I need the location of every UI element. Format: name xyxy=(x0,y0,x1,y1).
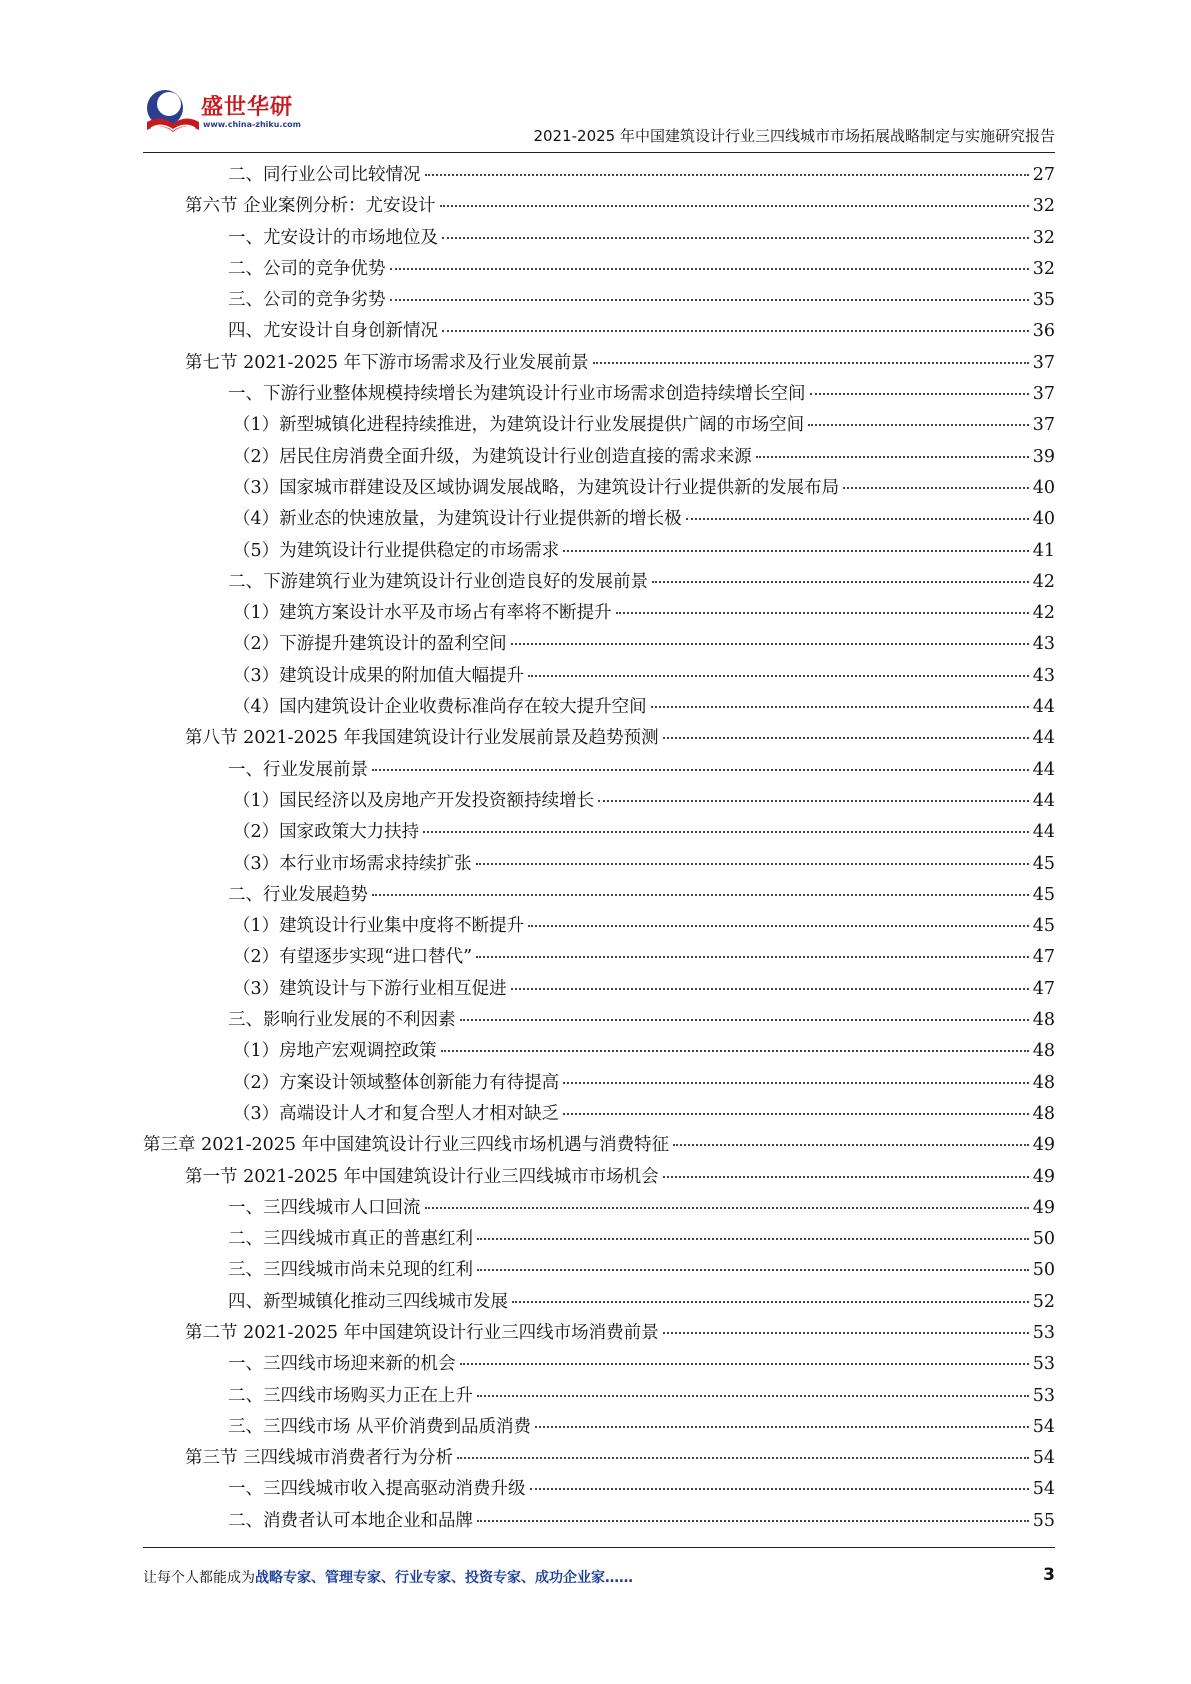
toc-entry-title: 第一节 2021-2025 年中国建筑设计行业三四线城市市场机会 xyxy=(185,1166,659,1187)
toc-entry[interactable] xyxy=(143,786,1055,817)
footer-slogan-highlight: 战略专家、管理专家、行业专家、投资专家、成功企业家…… xyxy=(255,1570,633,1586)
toc-entry-page: 44 xyxy=(1032,822,1055,843)
toc-entry[interactable] xyxy=(143,817,1055,848)
toc-dot-leader xyxy=(651,706,1029,708)
toc-entry[interactable] xyxy=(143,911,1055,942)
toc-entry-title: 二、公司的竞争优势 xyxy=(228,258,386,279)
footer-slogan-prefix: 让每个人都能成为 xyxy=(143,1570,255,1586)
toc-entry-page: 45 xyxy=(1032,853,1055,874)
toc-dot-leader xyxy=(530,1488,1029,1490)
toc-dot-leader xyxy=(843,487,1029,489)
toc-entry-page: 37 xyxy=(1032,384,1055,405)
toc-entry-page: 44 xyxy=(1032,759,1055,780)
toc-entry-page: 48 xyxy=(1032,1103,1055,1124)
toc-dot-leader xyxy=(477,1238,1029,1240)
toc-entry-title: （4）新业态的快速放量，为建筑设计行业提供新的增长极 xyxy=(233,509,682,530)
toc-entry-title: （3）高端设计人才和复合型人才相对缺乏 xyxy=(233,1103,560,1124)
toc-entry-title: 三、三四线城市尚未兑现的红利 xyxy=(228,1260,473,1281)
toc-entry[interactable] xyxy=(143,1193,1055,1224)
toc-entry-page: 49 xyxy=(1032,1166,1055,1187)
toc-dot-leader xyxy=(441,1050,1029,1052)
toc-entry-page: 32 xyxy=(1032,258,1055,279)
toc-entry[interactable] xyxy=(143,191,1055,222)
toc-entry-title: 一、下游行业整体规模持续增长为建筑设计行业市场需求创造持续增长空间 xyxy=(228,384,806,405)
footer-divider xyxy=(143,1547,1055,1548)
toc-entry-page: 54 xyxy=(1032,1448,1055,1469)
toc-entry-title: （4）国内建筑设计企业收费标准尚存在较大提升空间 xyxy=(233,697,647,718)
toc-entry[interactable] xyxy=(143,1412,1055,1443)
toc-entry[interactable] xyxy=(143,1099,1055,1130)
toc-dot-leader xyxy=(442,330,1029,332)
toc-entry-title: （2）方案设计领域整体创新能力有待提高 xyxy=(233,1072,560,1093)
toc-entry-title: （1）新型城镇化进程持续推进，为建筑设计行业发展提供广阔的市场空间 xyxy=(233,415,805,436)
toc-dot-leader xyxy=(663,1176,1029,1178)
toc-dot-leader xyxy=(477,1395,1029,1397)
toc-entry-title: （1）建筑设计行业集中度将不断提升 xyxy=(233,916,525,937)
toc-entry[interactable] xyxy=(143,254,1055,285)
toc-entry-title: （3）本行业市场需求持续扩张 xyxy=(233,853,472,874)
toc-entry[interactable] xyxy=(143,348,1055,379)
toc-entry[interactable] xyxy=(143,504,1055,535)
toc-entry-title: （5）为建筑设计行业提供稳定的市场需求 xyxy=(233,540,560,561)
toc-entry-title: 第六节 企业案例分析：尤安设计 xyxy=(185,196,436,217)
toc-entry-title: 一、三四线市场迎来新的机会 xyxy=(228,1354,456,1375)
toc-dot-leader xyxy=(390,299,1029,301)
page-footer xyxy=(143,1567,1055,1593)
toc-entry-page: 42 xyxy=(1032,603,1055,624)
toc-dot-leader xyxy=(810,393,1029,395)
toc-dot-leader xyxy=(425,1207,1029,1209)
toc-dot-leader xyxy=(442,237,1029,239)
toc-entry-title: 二、三四线市场购买力正在上升 xyxy=(228,1385,473,1406)
toc-entry-page: 47 xyxy=(1032,947,1055,968)
toc-entry-page: 32 xyxy=(1032,227,1055,248)
toc-entry-title: 四、尤安设计自身创新情况 xyxy=(228,321,438,342)
toc-entry-title: 三、三四线市场 从平价消费到品质消费 xyxy=(228,1416,532,1437)
toc-dot-leader xyxy=(808,424,1029,426)
toc-entry-title: 二、下游建筑行业为建筑设计行业创造良好的发展前景 xyxy=(228,571,648,592)
report-title: 2021-2025 年中国建筑设计行业三四线城市市场拓展战略制定与实施研究报告 xyxy=(533,127,1055,145)
toc-dot-leader xyxy=(477,1520,1029,1522)
toc-dot-leader xyxy=(686,518,1029,520)
toc-entry-page: 54 xyxy=(1032,1416,1055,1437)
toc-entry[interactable] xyxy=(143,316,1055,347)
toc-entry[interactable] xyxy=(143,160,1055,191)
toc-dot-leader xyxy=(457,1457,1029,1459)
toc-entry-page: 35 xyxy=(1032,290,1055,311)
table-of-contents xyxy=(143,160,1055,1537)
toc-entry-page: 37 xyxy=(1032,415,1055,436)
toc-dot-leader xyxy=(390,268,1029,270)
toc-dot-leader xyxy=(372,894,1029,896)
toc-entry-title: 三、影响行业发展的不利因素 xyxy=(228,1010,456,1031)
toc-entry-title: 第二节 2021-2025 年中国建筑设计行业三四线市场消费前景 xyxy=(185,1322,659,1343)
toc-entry[interactable] xyxy=(143,379,1055,410)
toc-dot-leader xyxy=(563,1082,1029,1084)
toc-entry[interactable] xyxy=(143,410,1055,441)
toc-entry-title: 二、同行业公司比较情况 xyxy=(228,165,421,185)
toc-entry-page: 40 xyxy=(1032,509,1055,530)
toc-dot-leader xyxy=(372,769,1029,771)
toc-dot-leader xyxy=(477,1269,1029,1271)
toc-entry[interactable] xyxy=(143,723,1055,754)
toc-dot-leader xyxy=(535,1426,1029,1428)
toc-dot-leader xyxy=(663,737,1029,739)
toc-dot-leader xyxy=(593,362,1029,364)
toc-entry-title: （3）国家城市群建设及区域协调发展战略，为建筑设计行业提供新的发展布局 xyxy=(233,477,840,498)
toc-dot-leader xyxy=(598,800,1029,802)
toc-entry-page: 49 xyxy=(1032,1197,1055,1218)
toc-entry-title: 二、消费者认可本地企业和品牌 xyxy=(228,1510,473,1531)
toc-entry-title: 一、行业发展前景 xyxy=(228,759,368,780)
toc-dot-leader xyxy=(511,643,1029,645)
toc-entry[interactable] xyxy=(143,755,1055,786)
toc-entry-page: 39 xyxy=(1032,446,1055,467)
toc-dot-leader xyxy=(528,675,1029,677)
toc-dot-leader xyxy=(528,925,1029,927)
toc-entry[interactable] xyxy=(143,942,1055,973)
toc-dot-leader xyxy=(476,956,1029,958)
brand-name: 盛世华研 xyxy=(201,95,294,120)
toc-entry-title: 一、三四线城市收入提高驱动消费升级 xyxy=(228,1479,526,1500)
toc-entry-title: （1）国民经济以及房地产开发投资额持续增长 xyxy=(233,790,595,811)
toc-entry-page: 50 xyxy=(1032,1260,1055,1281)
toc-entry[interactable] xyxy=(143,598,1055,629)
toc-entry-page: 40 xyxy=(1032,477,1055,498)
toc-entry-page: 43 xyxy=(1032,634,1055,655)
toc-entry[interactable] xyxy=(143,536,1055,567)
toc-entry-page: 50 xyxy=(1032,1229,1055,1250)
toc-entry-title: 第三章 2021-2025 年中国建筑设计行业三四线市场机遇与消费特征 xyxy=(143,1135,670,1156)
toc-entry[interactable] xyxy=(143,1474,1055,1505)
toc-entry-page: 53 xyxy=(1032,1354,1055,1375)
toc-entry-page: 45 xyxy=(1032,916,1055,937)
toc-entry-title: （1）房地产宏观调控政策 xyxy=(233,1041,437,1062)
header-divider xyxy=(143,152,1055,153)
toc-entry[interactable] xyxy=(143,1318,1055,1349)
brand-url: www.china-zhiku.com xyxy=(203,120,302,129)
toc-entry-page: 44 xyxy=(1032,728,1055,749)
toc-entry-page: 44 xyxy=(1032,697,1055,718)
brand-logo xyxy=(143,84,313,146)
toc-dot-leader xyxy=(423,831,1029,833)
toc-dot-leader xyxy=(563,550,1029,552)
toc-entry-title: （2）有望逐步实现“进口替代” xyxy=(233,947,473,968)
toc-entry-page: 55 xyxy=(1032,1510,1055,1531)
toc-entry[interactable] xyxy=(143,1287,1055,1318)
toc-entry[interactable] xyxy=(143,1349,1055,1380)
toc-entry[interactable] xyxy=(143,1224,1055,1255)
toc-entry-page: 54 xyxy=(1032,1479,1055,1500)
toc-entry[interactable] xyxy=(143,629,1055,660)
toc-dot-leader xyxy=(756,456,1029,458)
toc-entry[interactable] xyxy=(143,473,1055,504)
toc-entry-title: （2）下游提升建筑设计的盈利空间 xyxy=(233,634,507,655)
toc-dot-leader xyxy=(440,205,1029,207)
toc-entry[interactable] xyxy=(143,974,1055,1005)
toc-entry-page: 43 xyxy=(1032,665,1055,686)
toc-entry-title: 一、尤安设计的市场地位及 xyxy=(228,227,438,248)
toc-dot-leader xyxy=(673,1144,1029,1146)
toc-entry-page: 41 xyxy=(1032,540,1055,561)
toc-entry-page: 45 xyxy=(1032,884,1055,905)
toc-dot-leader xyxy=(460,1019,1029,1021)
toc-entry[interactable] xyxy=(143,1162,1055,1193)
toc-dot-leader xyxy=(425,174,1029,176)
toc-entry[interactable] xyxy=(143,880,1055,911)
toc-entry-page: 49 xyxy=(1032,1135,1055,1156)
toc-dot-leader xyxy=(652,581,1029,583)
toc-entry-title: （3）建筑设计成果的附加值大幅提升 xyxy=(233,665,525,686)
toc-entry-title: 三、公司的竞争劣势 xyxy=(228,290,386,311)
toc-entry[interactable] xyxy=(143,442,1055,473)
toc-entry-title: （3）建筑设计与下游行业相互促进 xyxy=(233,978,507,999)
toc-entry[interactable] xyxy=(143,1036,1055,1067)
page-number: 3 xyxy=(1043,1565,1055,1585)
toc-dot-leader xyxy=(460,1363,1029,1365)
toc-entry[interactable] xyxy=(143,1443,1055,1474)
toc-dot-leader xyxy=(511,988,1029,990)
toc-entry[interactable] xyxy=(143,567,1055,598)
toc-entry-page: 52 xyxy=(1032,1291,1055,1312)
toc-entry-title: （2）居民住房消费全面升级，为建筑设计行业创造直接的需求来源 xyxy=(233,446,752,467)
toc-entry-page: 36 xyxy=(1032,321,1055,342)
toc-dot-leader xyxy=(616,612,1029,614)
toc-entry[interactable] xyxy=(143,692,1055,723)
toc-entry-title: （2）国家政策大力扶持 xyxy=(233,822,420,843)
toc-entry-title: 二、三四线城市真正的普惠红利 xyxy=(228,1229,473,1250)
toc-entry-page: 47 xyxy=(1032,978,1055,999)
toc-entry-title: 第三节 三四线城市消费者行为分析 xyxy=(185,1448,454,1469)
toc-entry[interactable] xyxy=(143,1068,1055,1099)
toc-entry[interactable] xyxy=(143,849,1055,880)
toc-entry-page: 42 xyxy=(1032,571,1055,592)
toc-entry[interactable] xyxy=(143,223,1055,254)
toc-entry[interactable] xyxy=(143,1381,1055,1412)
toc-entry-page: 44 xyxy=(1032,790,1055,811)
toc-entry[interactable] xyxy=(143,285,1055,316)
toc-entry-page: 53 xyxy=(1032,1322,1055,1343)
toc-entry-title: （1）建筑方案设计水平及市场占有率将不断提升 xyxy=(233,603,612,624)
toc-entry-page: 48 xyxy=(1032,1072,1055,1093)
toc-dot-leader xyxy=(563,1113,1029,1115)
toc-entry-page: 53 xyxy=(1032,1385,1055,1406)
toc-entry-title: 二、行业发展趋势 xyxy=(228,884,368,905)
toc-entry[interactable] xyxy=(143,1130,1055,1161)
toc-entry-page: 27 xyxy=(1032,165,1055,185)
toc-dot-leader xyxy=(663,1332,1029,1334)
toc-entry[interactable] xyxy=(143,1005,1055,1036)
toc-entry-page: 48 xyxy=(1032,1010,1055,1031)
toc-entry-page: 32 xyxy=(1032,196,1055,217)
toc-entry[interactable] xyxy=(143,1506,1055,1537)
toc-entry-title: 一、三四线城市人口回流 xyxy=(228,1197,421,1218)
book-logo-icon xyxy=(143,84,203,140)
toc-entry-page: 48 xyxy=(1032,1041,1055,1062)
toc-entry-title: 第七节 2021-2025 年下游市场需求及行业发展前景 xyxy=(185,352,589,373)
toc-entry[interactable] xyxy=(143,1255,1055,1286)
toc-entry-page: 37 xyxy=(1032,352,1055,373)
toc-entry-title: 四、新型城镇化推动三四线城市发展 xyxy=(228,1291,508,1312)
toc-dot-leader xyxy=(512,1301,1029,1303)
page-header xyxy=(143,84,1055,150)
toc-entry-title: 第八节 2021-2025 年我国建筑设计行业发展前景及趋势预测 xyxy=(185,728,659,749)
toc-dot-leader xyxy=(476,863,1029,865)
toc-entry[interactable] xyxy=(143,661,1055,692)
